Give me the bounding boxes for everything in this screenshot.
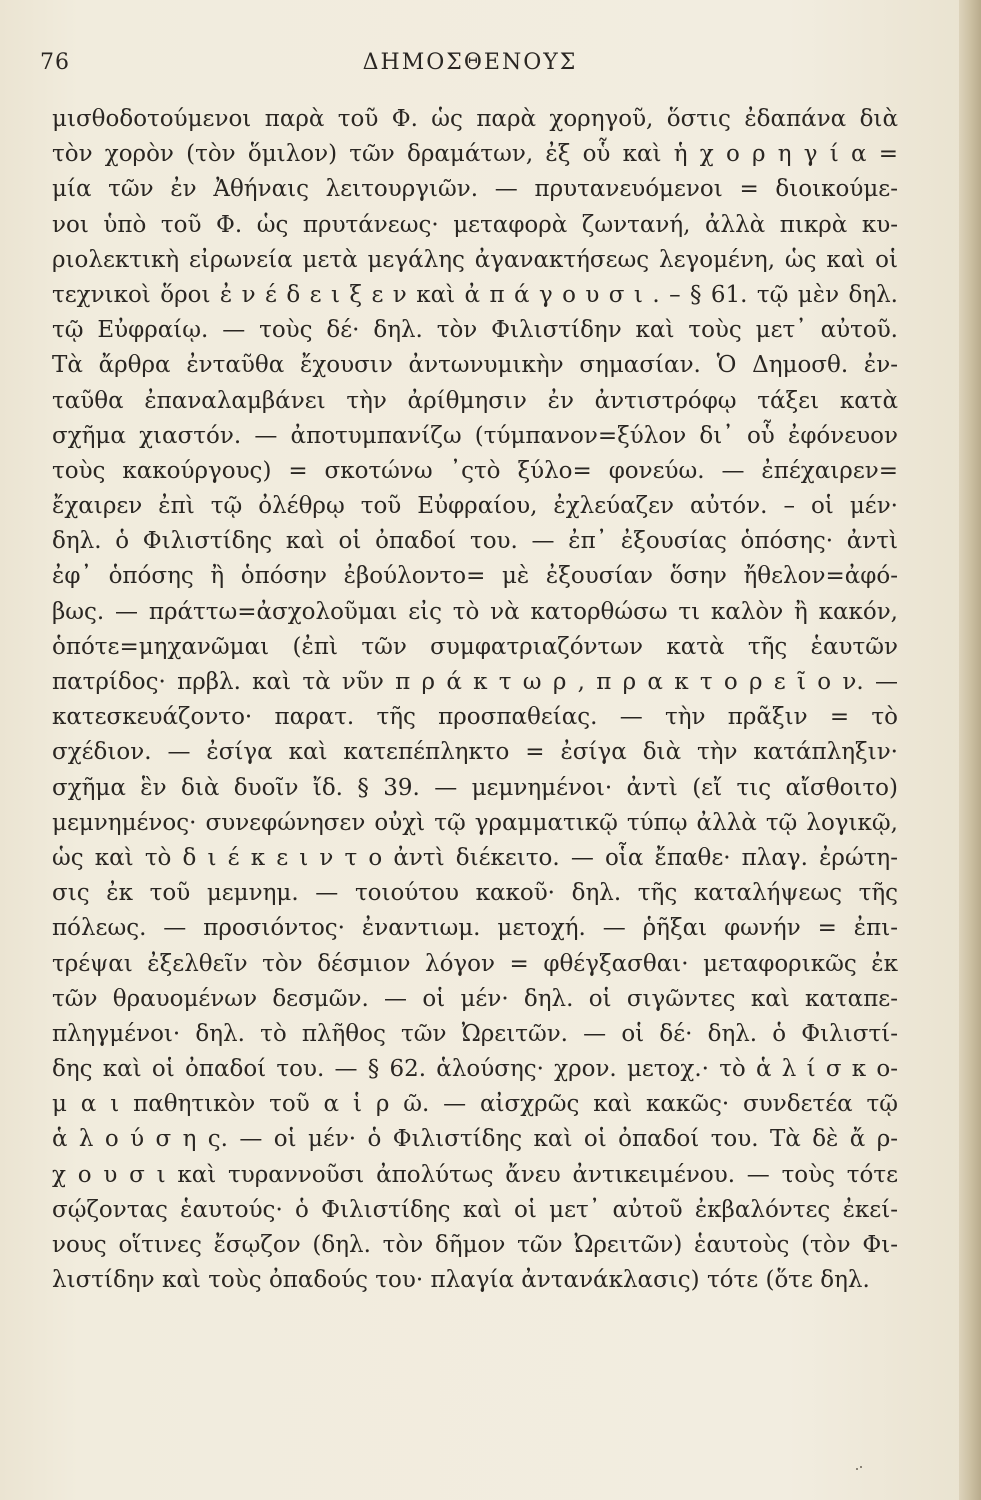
text-line: μεμνημένος· συνεφώνησεν οὐχὶ τῷ γραμματικῷ τύπῳ ἀλλὰ τῷ λογικῷ,	[52, 809, 898, 836]
page-number: 76	[40, 50, 70, 75]
print-speck	[855, 1465, 863, 1471]
text-line: σις ἐκ τοῦ μεμνημ. — τοιούτου κακοῦ· δηλ. τῆς καταλήψεως τῆς	[52, 880, 898, 907]
text-line: ταῦθα ἐπαναλαμβάνει τὴν ἀρίθμησιν ἐν ἀντιστρόφῳ τάξει κατὰ	[52, 387, 898, 414]
text-line: τεχνικοὶ ὅροι ἐ ν έ δ ε ι ξ ε ν καὶ ἀ π ά γ ο υ σ ι . – § 61. τῷ μὲν δηλ.	[52, 281, 898, 308]
text-line: πληγμένοι· δηλ. τὸ πλῆθος τῶν Ὠρειτῶν. — οἱ δέ· δηλ. ὁ Φιλιστί-	[52, 1020, 898, 1047]
text-line: σχῆμα χιαστόν. — ἀποτυμπανίζω (τύμπανον=ξύλον δι᾽ οὗ ἐφόνευον	[52, 422, 898, 449]
text-line: ριολεκτικὴ εἰρωνεία μετὰ μεγάλης ἀγανακτήσεως λεγομένη, ὡς καὶ οἱ	[52, 246, 898, 273]
text-line: λιστίδην καὶ τοὺς ὀπαδούς του· πλαγία ἀντανάκλασις) τότε (ὅτε δηλ.	[52, 1267, 870, 1294]
text-line: νοι ὑπὸ τοῦ Φ. ὡς πρυτάνεως· μεταφορὰ ζωντανή, ἀλλὰ πικρὰ κυ-	[52, 211, 898, 238]
text-line: μ α ι παθητικὸν τοῦ α ἱ ρ ῶ. — αἰσχρῶς καὶ κακῶς· συνδετέα τῷ	[52, 1091, 898, 1118]
text-line: Τὰ ἄρθρα ἐνταῦθα ἔχουσιν ἀντωνυμικὴν σημασίαν. Ὁ Δημοσθ. ἐν-	[52, 352, 898, 379]
text-line: πατρίδος· πρβλ. καὶ τὰ νῦν π ρ ά κ τ ω ρ , π ρ α κ τ ο ρ ε ῖ ο ν. —	[52, 669, 898, 695]
text-line: τῶν θραυομένων δεσμῶν. — οἱ μέν· δηλ. οἱ σιγῶντες καὶ καταπε-	[52, 985, 898, 1012]
text-line: δης καὶ οἱ ὀπαδοί του. — § 62. ἁλούσης· χρον. μετοχ.· τὸ ἁ λ ί σ κ ο-	[52, 1056, 898, 1083]
text-line: μία τῶν ἐν Ἀθήναις λειτουργιῶν. — πρυτανευόμενοι = διοικούμε-	[52, 176, 898, 203]
text-line: δηλ. ὁ Φιλιστίδης καὶ οἱ ὀπαδοί του. — ἐπ᾽ ἐξουσίας ὁπόσης· ἀντὶ	[52, 528, 898, 555]
commentary-text	[52, 102, 898, 1298]
running-title: ΔΗΜΟΣΘΕΝΟΥΣ	[362, 50, 578, 75]
text-line: ὁπότε=μηχανῶμαι (ἐπὶ τῶν συμφατριαζόντων κατὰ τῆς ἑαυτῶν	[52, 633, 898, 660]
text-line: τῷ Εὐφραίῳ. — τοὺς δέ· δηλ. τὸν Φιλιστίδην καὶ τοὺς μετ᾽ αὐτοῦ.	[52, 317, 898, 344]
text-line: ἁ λ ο ύ σ η ς. — οἱ μέν· ὁ Φιλιστίδης καὶ οἱ ὀπαδοί του. Τὰ δὲ ἄ ρ-	[52, 1126, 898, 1153]
text-line: σῴζοντας ἑαυτούς· ὁ Φιλιστίδης καὶ οἱ μετ᾽ αὐτοῦ ἐκβαλόντες ἐκεί-	[52, 1196, 898, 1223]
text-line: μισθοδοτούμενοι παρὰ τοῦ Φ. ὡς παρὰ χορηγοῦ, ὅστις ἐδαπάνα διὰ	[52, 106, 898, 132]
text-line: κατεσκευάζοντο· παρατ. τῆς προσπαθείας. — τὴν πρᾶξιν = τὸ	[52, 704, 898, 731]
text-line: τρέψαι ἐξελθεῖν τὸν δέσμιον λόγον = φθέγξασθαι· μεταφορικῶς ἐκ	[52, 950, 898, 977]
text-line: ἐφ᾽ ὁπόσης ἢ ὁπόσην ἐβούλοντο= μὲ ἐξουσίαν ὅσην ἤθελον=ἀφό-	[52, 563, 898, 590]
text-line: σχῆμα ἓν διὰ δυοῖν ἴδ. § 39. — μεμνημένοι· ἀντὶ (εἴ τις αἴσθοιτο)	[52, 774, 898, 801]
text-line: τοὺς κακούργους) = σκοτώνω ᾽ςτὸ ξύλο= φονεύω. — ἐπέχαιρεν=	[52, 457, 898, 484]
text-line: βως. — πράττω=ἀσχολοῦμαι εἰς τὸ νὰ κατορθώσω τι καλὸν ἢ κακόν,	[52, 598, 898, 625]
text-line: χ ο υ σ ι καὶ τυραννοῦσι ἀπολύτως ἄνευ ἀντικειμένου. — τοὺς τότε	[52, 1161, 898, 1188]
text-line: πόλεως. — προσιόντος· ἐναντιωμ. μετοχή. — ῥῆξαι φωνήν = ἐπι-	[52, 915, 898, 942]
page-header	[40, 48, 900, 88]
text-line: τὸν χορὸν (τὸν ὅμιλον) τῶν δραμάτων, ἐξ οὗ καὶ ἡ χ ο ρ η γ ί α =	[52, 141, 898, 168]
page-edge	[959, 0, 981, 1500]
text-line: ἔχαιρεν ἐπὶ τῷ ὀλέθρῳ τοῦ Εὐφραίου, ἐχλεύαζεν αὐτόν. – οἱ μέν·	[52, 493, 898, 520]
text-line: ὡς καὶ τὸ δ ι έ κ ε ι ν τ ο ἀντὶ διέκειτο. — οἷα ἔπαθε· πλαγ. ἐρώτη-	[52, 844, 898, 871]
text-line: σχέδιον. — ἐσίγα καὶ κατεπέπληκτο = ἐσίγα διὰ τὴν κατάπληξιν·	[52, 739, 898, 766]
text-line: νους οἵτινες ἔσῳζον (δηλ. τὸν δῆμον τῶν Ὠρειτῶν) ἑαυτοὺς (τὸν Φι-	[52, 1232, 898, 1258]
